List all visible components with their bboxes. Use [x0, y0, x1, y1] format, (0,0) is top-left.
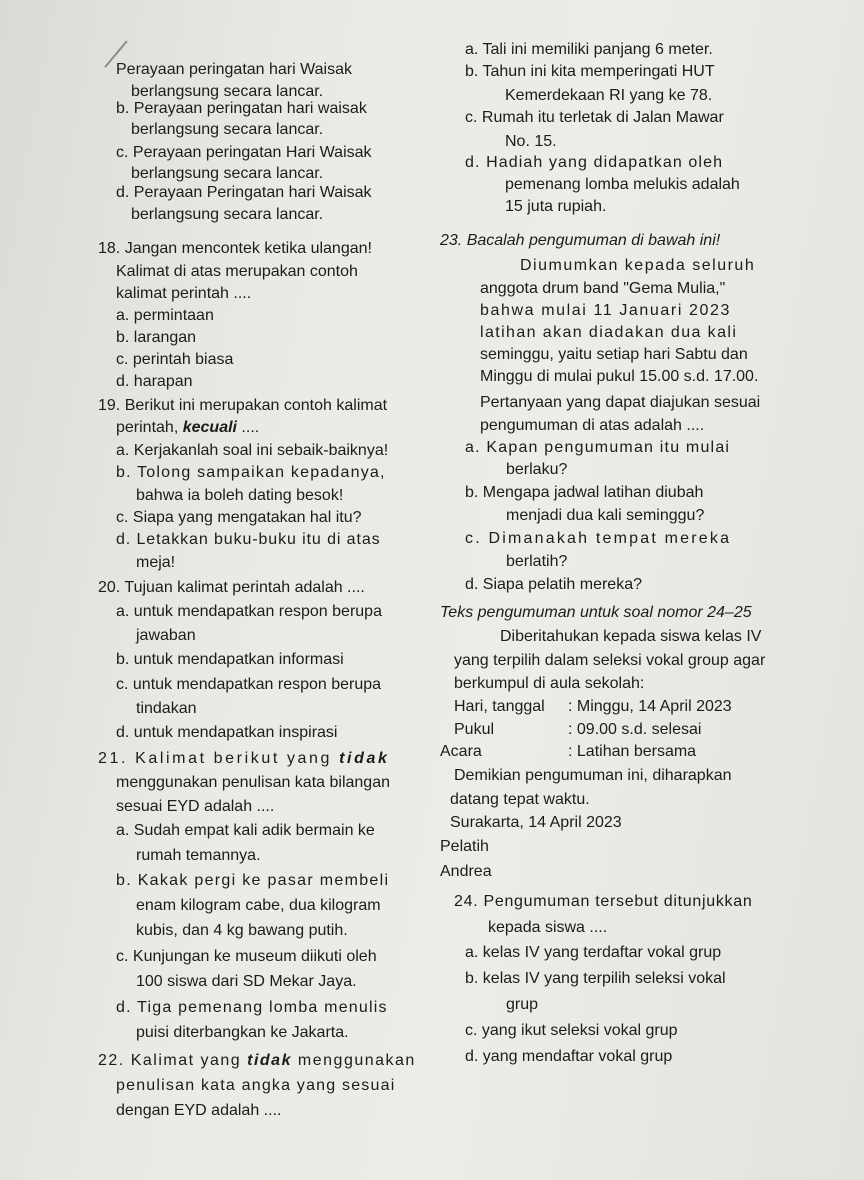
q21-question-line1: 21. Kalimat berikut yang tidak — [98, 750, 390, 767]
q24-option-c: c. yang ikut seleksi vokal grup — [465, 1022, 678, 1039]
text-24-25-signatory: Andrea — [440, 863, 492, 880]
q17-option-b-line1: b. Perayaan peringatan hari waisak — [116, 100, 367, 117]
text-24-25-date-value: : Minggu, 14 April 2023 — [568, 698, 732, 715]
q19-option-a: a. Kerjakanlah soal ini sebaik-baiknya! — [116, 442, 389, 459]
q24-option-b-line1: b. kelas IV yang terpilih seleksi vokal — [465, 970, 726, 987]
q22-question-line1: 22. Kalimat yang tidak menggunakan — [98, 1052, 416, 1069]
text-24-25-date-label: Hari, tanggal — [454, 698, 545, 715]
q17-option-b-line2: berlangsung secara lancar. — [131, 121, 324, 138]
q23-announcement-line2: anggota drum band "Gema Mulia," — [480, 280, 726, 297]
text-24-25-place-date: Surakarta, 14 April 2023 — [450, 814, 622, 831]
q22-option-c-line2: No. 15. — [505, 133, 557, 150]
q21-option-d-line2: puisi diterbangkan ke Jakarta. — [136, 1024, 349, 1041]
q20-option-a-line2: jawaban — [136, 627, 196, 644]
q24-option-a: a. kelas IV yang terdaftar vokal grup — [465, 944, 722, 961]
q21-option-a-line1: a. Sudah empat kali adik bermain ke — [116, 822, 375, 839]
q22-question-line2: penulisan kata angka yang sesuai — [116, 1077, 396, 1094]
q19-option-b-line1: b. Tolong sampaikan kepadanya, — [116, 464, 386, 481]
q23-option-a-line1: a. Kapan pengumuman itu mulai — [465, 439, 731, 456]
q22-option-b-line1: b. Tahun ini kita memperingati HUT — [465, 63, 715, 80]
text-24-25-line1: Diberitahukan kepada siswa kelas IV — [500, 628, 762, 645]
q23-announcement-line3: bahwa mulai 11 Januari 2023 — [480, 302, 732, 319]
q18-option-c: c. perintah biasa — [116, 351, 234, 368]
q20-option-b: b. untuk mendapatkan informasi — [116, 651, 344, 668]
q20-option-c-line1: c. untuk mendapatkan respon berupa — [116, 676, 382, 693]
q23-option-c-line1: c. Dimanakah tempat mereka — [465, 530, 732, 547]
q23-option-c-line2: berlatih? — [506, 553, 568, 570]
q22-option-d-line1: d. Hadiah yang didapatkan oleh — [465, 154, 724, 171]
text-24-25-role: Pelatih — [440, 838, 489, 855]
q21-option-b-line3: kubis, dan 4 kg bawang putih. — [136, 922, 348, 939]
q17-option-a-line2: berlangsung secara lancar. — [131, 83, 324, 100]
text-24-25-line3: berkumpul di aula sekolah: — [454, 675, 645, 692]
q22-option-c-line1: c. Rumah itu terletak di Jalan Mawar — [465, 109, 724, 126]
q19-option-c: c. Siapa yang mengatakan hal itu? — [116, 509, 362, 526]
q23-announcement-line5: seminggu, yaitu setiap hari Sabtu dan — [480, 346, 748, 363]
q18-question-line3: kalimat perintah .... — [116, 285, 252, 302]
q18-option-d: d. harapan — [116, 373, 193, 390]
text-24-25-time-label: Pukul — [454, 721, 495, 738]
q21-question-line2: menggunakan penulisan kata bilangan — [116, 774, 390, 791]
q21-option-d-line1: d. Tiga pemenang lomba menulis — [116, 999, 388, 1016]
q24-question-line1: 24. Pengumuman tersebut ditunjukkan — [454, 893, 753, 910]
q24-option-d: d. yang mendaftar vokal grup — [465, 1048, 673, 1065]
q23-announcement-line6: Minggu di mulai pukul 15.00 s.d. 17.00. — [480, 368, 759, 385]
text-24-25-title: Teks pengumuman untuk soal nomor 24–25 — [440, 604, 752, 621]
q22-option-d-line3: 15 juta rupiah. — [505, 198, 607, 215]
q18-option-a: a. permintaan — [116, 307, 214, 324]
text-24-25-event-value: : Latihan bersama — [568, 743, 697, 760]
q23-option-d: d. Siapa pelatih mereka? — [465, 576, 642, 593]
q23-question: 23. Bacalah pengumuman di bawah ini! — [440, 232, 721, 249]
q20-option-c-line2: tindakan — [136, 700, 197, 717]
q19-question-line1: 19. Berikut ini merupakan contoh kalimat — [98, 397, 388, 414]
q17-option-d-line2: berlangsung secara lancar. — [131, 206, 324, 223]
q21-option-b-line1: b. Kakak pergi ke pasar membeli — [116, 872, 390, 889]
q20-option-d: d. untuk mendapatkan inspirasi — [116, 724, 338, 741]
text-24-25-time-value: : 09.00 s.d. selesai — [568, 721, 702, 738]
q18-question-line1: 18. Jangan mencontek ketika ulangan! — [98, 240, 372, 257]
text-24-25-line5: datang tepat waktu. — [450, 791, 590, 808]
q17-option-a-line1: Perayaan peringatan hari Waisak — [116, 61, 352, 78]
q23-announcement-line1: Diumumkan kepada seluruh — [520, 257, 756, 274]
q20-question: 20. Tujuan kalimat perintah adalah .... — [98, 579, 365, 596]
q20-option-a-line1: a. untuk mendapatkan respon berupa — [116, 603, 382, 620]
q17-option-c-line2: berlangsung secara lancar. — [131, 165, 324, 182]
q18-question-line2: Kalimat di atas merupakan contoh — [116, 263, 358, 280]
q21-option-a-line2: rumah temannya. — [136, 847, 261, 864]
q18-option-b: b. larangan — [116, 329, 197, 346]
q17-option-c-line1: c. Perayaan peringatan Hari Waisak — [116, 144, 372, 161]
q19-option-d-line1: d. Letakkan buku-buku itu di atas — [116, 531, 381, 548]
q22-question-line3: dengan EYD adalah .... — [116, 1102, 282, 1119]
text-24-25-line2: yang terpilih dalam seleksi vokal group agar — [454, 652, 766, 669]
q23-option-b-line1: b. Mengapa jadwal latihan diubah — [465, 484, 704, 501]
q21-question-line3: sesuai EYD adalah .... — [116, 798, 275, 815]
q19-question-line2: perintah, kecuali .... — [116, 419, 260, 436]
q24-option-b-line2: grup — [506, 996, 539, 1013]
q21-option-c-line1: c. Kunjungan ke museum diikuti oleh — [116, 948, 377, 965]
q23-announcement-line4: latihan akan diadakan dua kali — [480, 324, 738, 341]
q19-option-d-line2: meja! — [136, 554, 176, 571]
q22-option-d-line2: pemenang lomba melukis adalah — [505, 176, 740, 193]
q24-question-line2: kepada siswa .... — [488, 919, 608, 936]
q21-option-b-line2: enam kilogram cabe, dua kilogram — [136, 897, 381, 914]
q23-option-b-line2: menjadi dua kali seminggu? — [506, 507, 705, 524]
q23-prompt-line2: pengumuman di atas adalah .... — [480, 417, 705, 434]
text-24-25-event-label: Acara — [440, 743, 482, 760]
q22-option-a: a. Tali ini memiliki panjang 6 meter. — [465, 41, 713, 58]
q22-option-b-line2: Kemerdekaan RI yang ke 78. — [505, 87, 713, 104]
q17-option-d-line1: d. Perayaan Peringatan hari Waisak — [116, 184, 372, 201]
q19-option-b-line2: bahwa ia boleh dating besok! — [136, 487, 344, 504]
text-24-25-line4: Demikian pengumuman ini, diharapkan — [454, 767, 732, 784]
q23-prompt-line1: Pertanyaan yang dapat diajukan sesuai — [480, 394, 761, 411]
q23-option-a-line2: berlaku? — [506, 461, 568, 478]
q21-option-c-line2: 100 siswa dari SD Mekar Jaya. — [136, 973, 357, 990]
